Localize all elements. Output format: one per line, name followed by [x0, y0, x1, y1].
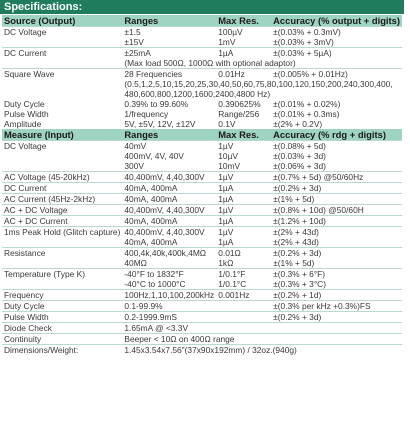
- measure-row: [2, 172, 402, 183]
- row-accuracy: ±(2% + 0.2V): [273, 119, 323, 129]
- row-max-res: 0.001Hz: [216, 290, 271, 301]
- source-header-row-c1: Ranges: [122, 15, 216, 27]
- row-label: Frequency: [2, 290, 122, 301]
- row-accuracy: ±(0.3% per kHz +0.3%)FS: [271, 301, 402, 312]
- row-label: [2, 79, 122, 99]
- row-label: [2, 37, 122, 48]
- row-label: Diode Check: [2, 323, 122, 334]
- row-range: 28 Frequencies: [122, 69, 216, 80]
- row-max-res: 0.390625%: [218, 99, 261, 109]
- measure-row: [2, 323, 402, 334]
- row-accuracy: ±(0.03% + 3mV): [273, 37, 334, 47]
- row-range: 5V, ±5V, 12V, ±12V: [124, 119, 196, 129]
- row-accuracy: ±(2% + 43d): [271, 227, 402, 238]
- row-accuracy: ±(1% + 5d): [271, 194, 402, 205]
- row-max-res: [216, 323, 271, 334]
- row-range: 400mV, 4V, 40V: [124, 151, 184, 161]
- row-max-res: [216, 312, 271, 323]
- measure-row: [2, 216, 402, 227]
- row-accuracy: ±(0.08% + 5d): [271, 141, 402, 152]
- measure-row: [2, 205, 402, 216]
- row-label: 1ms Peak Hold (Glitch capture): [4, 227, 121, 237]
- row-max-res: 1µA: [218, 237, 234, 247]
- row-range: 400,4k,40k,400k,4MΩ: [122, 248, 216, 259]
- spec-table: [2, 15, 402, 355]
- page-title: Specifications:: [0, 0, 404, 14]
- row-range: 40,400mV, 4,40,300V: [122, 205, 216, 216]
- row-range: 0.2-1999.9mS: [122, 312, 216, 323]
- row-max-res: 1µV: [216, 172, 271, 183]
- measure-header-row-c2: Max Res.: [216, 129, 271, 141]
- row-label: Pulse Width: [2, 312, 122, 323]
- row-label: Temperature (Type K): [2, 269, 122, 280]
- row-label: [2, 258, 122, 269]
- row-label: DC Current: [2, 48, 122, 59]
- row-label: Duty Cycle: [2, 301, 122, 312]
- row-label: AC + DC Voltage: [2, 205, 122, 216]
- row-label: [2, 151, 122, 161]
- row-label: DC Voltage: [2, 27, 122, 38]
- row-range: 40,400mV, 4,40,300V: [122, 172, 216, 183]
- measure-header-row: [2, 129, 402, 141]
- row-accuracy: ±(0.2% + 3d): [271, 183, 402, 194]
- measure-row: [2, 227, 402, 238]
- row-label: AC Voltage (45-20kHz): [2, 172, 122, 183]
- measure-row: [2, 161, 402, 172]
- row-max-res: 0.01Hz: [216, 69, 271, 80]
- row-label: AC Current (45Hz-2kHz): [2, 194, 122, 205]
- row-range: -40°C to 1000°C: [124, 279, 186, 289]
- row-range: 100Hz,1,10,100,200kHz: [124, 290, 215, 300]
- row-max-res: 10µV: [218, 151, 238, 161]
- source-row: [2, 58, 402, 69]
- row-accuracy: ±(0.7% + 5d) @50/60Hz: [271, 172, 402, 183]
- row-max-res: 1kΩ: [218, 258, 234, 268]
- row-max-res: 10mV: [218, 161, 241, 171]
- row-range: 40mA, 400mA: [122, 216, 216, 227]
- row-max-res: 1µV: [216, 141, 271, 152]
- row-accuracy: ±(0.2% + 1d): [271, 290, 402, 301]
- row-range: 0.39% to 99.60%: [124, 99, 189, 109]
- row-accuracy: ±(0.2% + 3d): [271, 312, 402, 323]
- source-header-row-c3: Accuracy (% output + digits): [273, 15, 400, 26]
- row-max-res: 1/0.1°C: [218, 279, 247, 289]
- row-accuracy: ±(0.03% + 5µA): [271, 48, 402, 59]
- measure-row: [2, 290, 402, 301]
- row-label: [2, 279, 122, 290]
- row-accuracy: [271, 323, 402, 334]
- row-label: AC + DC Current: [2, 216, 122, 227]
- source-header-row-c0: Source (Output): [2, 15, 122, 27]
- row-accuracy: ±(1.2% + 10d): [271, 216, 402, 227]
- row-range: 300V: [124, 161, 144, 171]
- row-accuracy: ±(0.8% + 10d) @50/60H: [271, 205, 402, 216]
- row-range: 1.65mA @ <3.3V: [122, 323, 216, 334]
- row-range: 40mV: [122, 141, 216, 152]
- measure-row: [2, 301, 402, 312]
- source-row: [2, 109, 402, 119]
- measure-row: [2, 345, 402, 356]
- row-max-res: 0.01Ω: [216, 248, 271, 259]
- source-header-row: [2, 15, 402, 27]
- row-max-res: 1µA: [216, 216, 271, 227]
- measure-row: [2, 237, 402, 248]
- row-accuracy: ±(0.01% + 0.3ms): [273, 109, 340, 119]
- row-accuracy: ±(0.3% + 6°F): [271, 269, 402, 280]
- row-range: 0.1-99.9%: [122, 301, 216, 312]
- row-label: DC Voltage: [2, 141, 122, 152]
- source-row: [2, 69, 402, 80]
- row-max-res: 1mV: [218, 37, 236, 47]
- measure-header-row-c1: Ranges: [122, 129, 216, 141]
- row-label: Square Wave: [2, 69, 122, 80]
- row-max-res: 1µV: [216, 227, 271, 238]
- row-label: Resistance: [2, 248, 122, 259]
- row-range: 40mA, 400mA: [124, 237, 178, 247]
- source-row: [2, 27, 402, 38]
- row-max-res: 0.1V: [218, 119, 236, 129]
- row-max-res: 1µA: [216, 48, 271, 59]
- measure-header-row-c3: Accuracy (% rdg + digits): [271, 129, 402, 141]
- measure-row: [2, 248, 402, 259]
- row-range: 40,400mV, 4,40,300V: [122, 227, 216, 238]
- row-range: ±15V: [124, 37, 144, 47]
- row-range: ±1.5: [122, 27, 216, 38]
- row-accuracy: ±(1% + 5d): [273, 258, 315, 268]
- row-max-res: 100µV: [216, 27, 271, 38]
- measure-row: [2, 151, 402, 161]
- row-label: [2, 58, 122, 69]
- row-range: 40mA, 400mA: [122, 194, 216, 205]
- row-range: 1/frequency: [124, 109, 169, 119]
- source-header-row-c2: Max Res.: [216, 15, 271, 27]
- row-label: [2, 161, 122, 172]
- row-max-res: 1/0.1°F: [216, 269, 271, 280]
- source-row: [2, 119, 402, 129]
- row-range: Beeper < 10Ω on 400Ω range: [122, 334, 402, 345]
- row-accuracy: ±(0.06% + 3d): [273, 161, 326, 171]
- measure-row: [2, 194, 402, 205]
- source-row: [2, 48, 402, 59]
- row-max-res: 1µA: [216, 194, 271, 205]
- measure-row: [2, 312, 402, 323]
- row-max-res: Range/256: [218, 109, 260, 119]
- row-accuracy: ±(0.3% + 3°C): [273, 279, 327, 289]
- row-range: 40mA, 400mA: [122, 183, 216, 194]
- measure-header-row-c0: Measure (Input): [2, 129, 122, 141]
- row-label: Duty Cycle: [4, 99, 45, 109]
- source-row: [2, 79, 402, 99]
- row-range: (0.5,1,2,5,10,15,20,25,30,40,50,60,75,80,100,120,150,200,240,300,400, 480,600,800,1200,1600,2400,4800 Hz): [124, 79, 393, 99]
- measure-row: [2, 141, 402, 152]
- row-label: Dimensions/Weight:: [2, 345, 122, 356]
- measure-row: [2, 334, 402, 345]
- source-row: [2, 37, 402, 48]
- measure-row: [2, 269, 402, 280]
- row-label: [2, 237, 122, 248]
- row-range: 40MΩ: [124, 258, 147, 268]
- row-accuracy: ±(0.03% + 0.3mV): [271, 27, 402, 38]
- row-max-res: 1µV: [216, 205, 271, 216]
- row-range: ±25mA: [122, 48, 216, 59]
- row-range: 1.45x3.54x7.56"(37x90x192mm) / 32oz.(940g): [122, 345, 402, 356]
- row-range: (Max load 500Ω, 1000Ω with optional adaptor): [124, 58, 296, 68]
- row-label: DC Current: [2, 183, 122, 194]
- row-accuracy: ±(2% + 43d): [273, 237, 319, 247]
- measure-row: [2, 258, 402, 269]
- row-label: Pulse Width: [4, 109, 49, 119]
- measure-row: [2, 279, 402, 290]
- row-accuracy: ±(0.03% + 3d): [273, 151, 326, 161]
- row-label: Amplitude: [4, 119, 42, 129]
- row-range: -40°F to 1832°F: [122, 269, 216, 280]
- row-label: Continuity: [2, 334, 122, 345]
- source-row: [2, 99, 402, 109]
- row-max-res: [216, 301, 271, 312]
- measure-row: [2, 183, 402, 194]
- row-accuracy: ±(0.005% + 0.01Hz): [271, 69, 402, 80]
- row-accuracy: ±(0.01% + 0.02%): [273, 99, 341, 109]
- row-max-res: 1µA: [216, 183, 271, 194]
- row-accuracy: ±(0.2% + 3d): [271, 248, 402, 259]
